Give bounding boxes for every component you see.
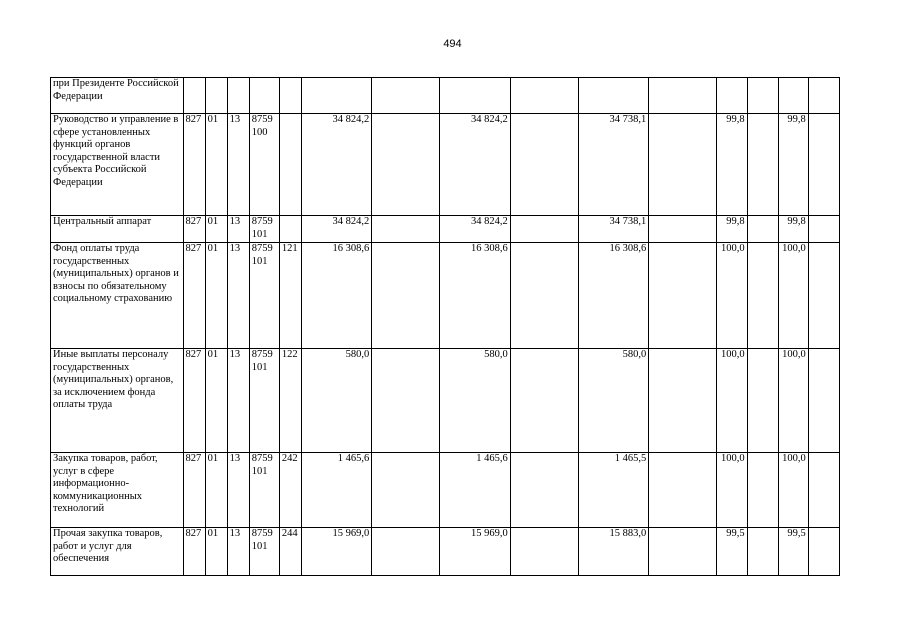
expense-type-code: 244	[279, 528, 301, 576]
executed-amount: 1 465,5	[578, 453, 648, 528]
executed-amount: 580,0	[578, 349, 648, 453]
execution-percent-refined: 99,8	[778, 216, 808, 243]
section-code: 01	[205, 114, 227, 216]
empty-cell	[747, 453, 778, 528]
empty-cell	[747, 528, 778, 576]
target-code: 8759 101	[249, 528, 279, 576]
execution-percent-refined: 100,0	[778, 349, 808, 453]
empty-cell	[510, 78, 578, 114]
empty-cell	[747, 349, 778, 453]
row-name: Центральный аппарат	[51, 216, 184, 243]
empty-cell	[808, 216, 839, 243]
empty-cell	[372, 349, 440, 453]
empty-cell	[808, 453, 839, 528]
section-code	[205, 78, 227, 114]
empty-cell	[372, 114, 440, 216]
empty-cell	[649, 453, 717, 528]
execution-percent: 99,8	[717, 114, 747, 216]
target-code: 8759 101	[249, 216, 279, 243]
empty-cell	[808, 528, 839, 576]
empty-cell	[510, 453, 578, 528]
empty-cell	[510, 114, 578, 216]
empty-cell	[649, 114, 717, 216]
executed-amount: 34 738,1	[578, 114, 648, 216]
execution-percent: 99,8	[717, 216, 747, 243]
plan-amount: 15 969,0	[301, 528, 371, 576]
empty-cell	[372, 243, 440, 349]
table-row	[51, 528, 840, 576]
section-code: 01	[205, 243, 227, 349]
table-row	[51, 216, 840, 243]
expense-type-code	[279, 114, 301, 216]
row-name: Руководство и управление в сфере установленных функций органов государственной власти субъекта Российской Федерации	[51, 114, 184, 216]
plan-amount: 34 824,2	[301, 114, 371, 216]
empty-cell	[649, 216, 717, 243]
target-code: 8759 101	[249, 453, 279, 528]
empty-cell	[649, 78, 717, 114]
empty-cell	[808, 78, 839, 114]
subsection-code: 13	[227, 216, 249, 243]
plan-amount	[301, 78, 371, 114]
execution-percent: 100,0	[717, 243, 747, 349]
refined-amount: 580,0	[440, 349, 510, 453]
execution-percent-refined: 99,8	[778, 114, 808, 216]
row-name: Фонд оплаты труда государственных (муниципальных) органов и взносы по обязательному социальному страхованию	[51, 243, 184, 349]
empty-cell	[372, 528, 440, 576]
execution-percent: 100,0	[717, 349, 747, 453]
plan-amount: 1 465,6	[301, 453, 371, 528]
empty-cell	[649, 349, 717, 453]
empty-cell	[808, 349, 839, 453]
empty-cell	[510, 528, 578, 576]
expense-type-code	[279, 216, 301, 243]
expense-type-code: 122	[279, 349, 301, 453]
empty-cell	[510, 216, 578, 243]
admin-code: 827	[183, 114, 205, 216]
execution-percent	[717, 78, 747, 114]
target-code: 8759 101	[249, 243, 279, 349]
row-name: Закупка товаров, работ, услуг в сфере информационно-коммуникационных технологий	[51, 453, 184, 528]
execution-percent-refined: 100,0	[778, 453, 808, 528]
execution-percent: 100,0	[717, 453, 747, 528]
admin-code: 827	[183, 243, 205, 349]
admin-code: 827	[183, 349, 205, 453]
budget-table	[50, 77, 840, 576]
empty-cell	[747, 243, 778, 349]
section-code: 01	[205, 349, 227, 453]
row-name: Прочая закупка товаров, работ и услуг для обеспечения	[51, 528, 184, 576]
table-row	[51, 114, 840, 216]
admin-code: 827	[183, 216, 205, 243]
refined-amount: 15 969,0	[440, 528, 510, 576]
target-code	[249, 78, 279, 114]
admin-code	[183, 78, 205, 114]
expense-type-code: 242	[279, 453, 301, 528]
executed-amount: 15 883,0	[578, 528, 648, 576]
refined-amount: 16 308,6	[440, 243, 510, 349]
subsection-code: 13	[227, 243, 249, 349]
subsection-code: 13	[227, 528, 249, 576]
table-row	[51, 349, 840, 453]
plan-amount: 16 308,6	[301, 243, 371, 349]
execution-percent-refined	[778, 78, 808, 114]
empty-cell	[372, 216, 440, 243]
empty-cell	[649, 243, 717, 349]
refined-amount: 34 824,2	[440, 114, 510, 216]
refined-amount	[440, 78, 510, 114]
target-code: 8759 101	[249, 349, 279, 453]
section-code: 01	[205, 453, 227, 528]
expense-type-code	[279, 78, 301, 114]
expense-type-code: 121	[279, 243, 301, 349]
empty-cell	[372, 78, 440, 114]
subsection-code: 13	[227, 453, 249, 528]
execution-percent: 99,5	[717, 528, 747, 576]
section-code: 01	[205, 528, 227, 576]
row-name: Иные выплаты персоналу государственных (муниципальных) органов, за исключением фонда оплаты труда	[51, 349, 184, 453]
executed-amount	[578, 78, 648, 114]
section-code: 01	[205, 216, 227, 243]
executed-amount: 34 738,1	[578, 216, 648, 243]
subsection-code	[227, 78, 249, 114]
empty-cell	[747, 216, 778, 243]
admin-code: 827	[183, 528, 205, 576]
row-name: при Президенте Российской Федерации	[51, 78, 184, 114]
table-row	[51, 78, 840, 114]
executed-amount: 16 308,6	[578, 243, 648, 349]
subsection-code: 13	[227, 349, 249, 453]
refined-amount: 1 465,6	[440, 453, 510, 528]
plan-amount: 580,0	[301, 349, 371, 453]
empty-cell	[747, 78, 778, 114]
subsection-code: 13	[227, 114, 249, 216]
empty-cell	[510, 243, 578, 349]
empty-cell	[510, 349, 578, 453]
target-code: 8759 100	[249, 114, 279, 216]
table-row	[51, 453, 840, 528]
table-row	[51, 243, 840, 349]
empty-cell	[747, 114, 778, 216]
page-number: 494	[443, 38, 462, 50]
empty-cell	[808, 114, 839, 216]
execution-percent-refined: 99,5	[778, 528, 808, 576]
refined-amount: 34 824,2	[440, 216, 510, 243]
admin-code: 827	[183, 453, 205, 528]
empty-cell	[808, 243, 839, 349]
execution-percent-refined: 100,0	[778, 243, 808, 349]
plan-amount: 34 824,2	[301, 216, 371, 243]
empty-cell	[649, 528, 717, 576]
empty-cell	[372, 453, 440, 528]
